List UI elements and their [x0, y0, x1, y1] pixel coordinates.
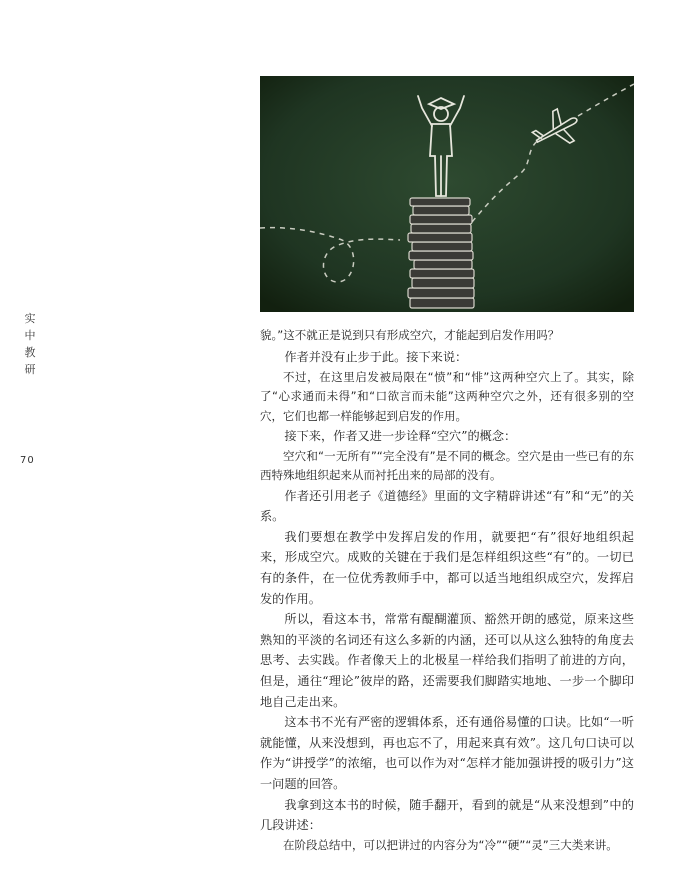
graduate-on-books-icon — [260, 76, 634, 312]
quote-paragraph: 不过，在这里启发被局限在“愤”和“悱”这两种空穴上了。其实，除了“心求通而未得”和“口欲言而未能”这两种空穴之外，还有很多别的空穴，它们也都一样能够起到启发的作用。 — [260, 369, 634, 423]
chalkboard-illustration — [260, 76, 634, 312]
sidebar-char: 实 — [24, 312, 36, 325]
sidebar-char: 中 — [24, 329, 36, 342]
sidebar-char: 教 — [24, 346, 36, 359]
body-paragraph: 所以，看这本书，常常有醍醐灌顶、豁然开朗的感觉，原来这些熟知的平淡的名词还有这么多新的内涵，还可以从这么独特的角度去思考、去实践。作者像天上的北极星一样给我们指明了前进的方向，但是，通往“理论”彼岸的路，还需要我们脚踏实地地、一步一个脚印地自己走出来。 — [260, 612, 634, 709]
body-paragraph: 作者并没有止步于此。接下来说： — [284, 350, 468, 364]
sidebar-char: 研 — [24, 363, 36, 376]
article-body — [260, 326, 634, 855]
sidebar-label — [22, 310, 38, 378]
quote-paragraph: 在阶段总结中，可以把讲过的内容分为“冷”“硬”“灵”三大类来讲。 — [283, 837, 618, 852]
body-paragraph: 我拿到这本书的时候，随手翻开，看到的就是“从来没想到”中的几段讲述： — [260, 797, 634, 833]
body-paragraph: 这本书不光有严密的逻辑体系，还有通俗易懂的口诀。比如“一听就能懂，从来没想到，再也忘不了，用起来真有效”。这几句口诀可以作为“讲授学”的浓缩，也可以作为对“怎样才能加强讲授的吸引力”这一问题的回答。 — [260, 715, 634, 791]
quote-continuation: 貌。”这不就正是说到只有形成空穴，才能起到启发作用吗？ — [260, 328, 560, 342]
body-paragraph: 接下来，作者又进一步诠释“空穴”的概念： — [284, 429, 517, 444]
body-paragraph: 我们要想在教学中发挥启发的作用，就要把“有”很好地组织起来，形成空穴。成败的关键在于我们是怎样组织这些“有”的。一切已有的条件，在一位优秀教师手中，都可以适当地组织成空穴，发挥启发的作用。 — [260, 529, 634, 606]
page-number: 70 — [20, 455, 35, 466]
quote-paragraph: 空穴和“一无所有”“完全没有”是不同的概念。空穴是由一些已有的东西特殊地组织起来从而衬托出来的局部的没有。 — [260, 448, 634, 483]
body-paragraph: 作者还引用老子《道德经》里面的文字精辟讲述“有”和“无”的关系。 — [260, 488, 634, 524]
